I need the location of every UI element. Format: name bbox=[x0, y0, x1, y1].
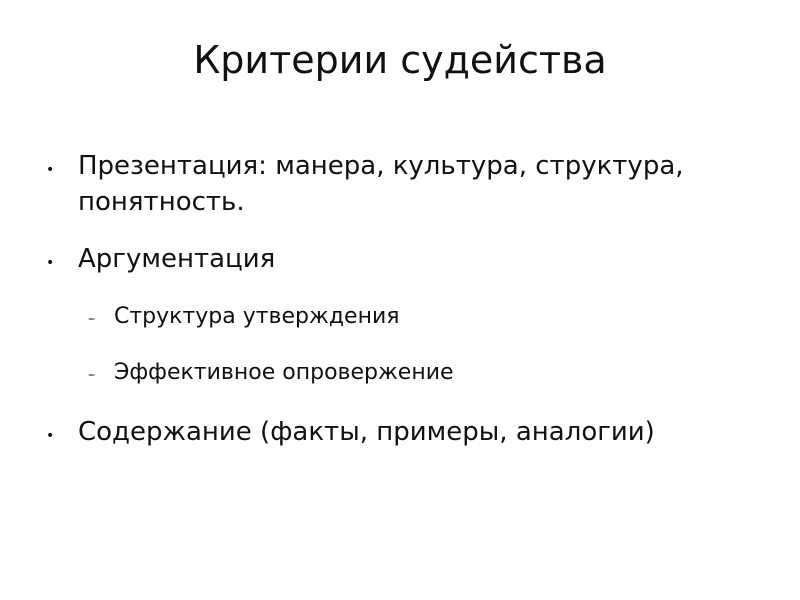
bullet-marker: • bbox=[46, 428, 55, 444]
list-subitem-rebuttal bbox=[40, 358, 760, 388]
dash-marker: – bbox=[88, 367, 95, 383]
bullet-list bbox=[40, 148, 760, 450]
list-item-text: Содержание (факты, примеры, аналогии) bbox=[78, 417, 655, 447]
list-item-presentation bbox=[40, 148, 760, 220]
list-item-text: Аргументация bbox=[78, 244, 276, 274]
list-item-content bbox=[40, 414, 760, 450]
bullet-marker: • bbox=[46, 255, 55, 271]
list-item-text: Эффективное опровержение bbox=[114, 360, 454, 385]
slide-title: Критерии судейства bbox=[193, 38, 607, 82]
bullet-marker: • bbox=[46, 162, 55, 178]
dash-marker: – bbox=[88, 311, 95, 327]
list-item-argumentation bbox=[40, 241, 760, 277]
list-item-text: Структура утверждения bbox=[114, 304, 400, 329]
list-item-text: Презентация: манера, культура, структура, понятность. bbox=[78, 151, 684, 217]
list-subitem-claim-structure bbox=[40, 302, 760, 332]
